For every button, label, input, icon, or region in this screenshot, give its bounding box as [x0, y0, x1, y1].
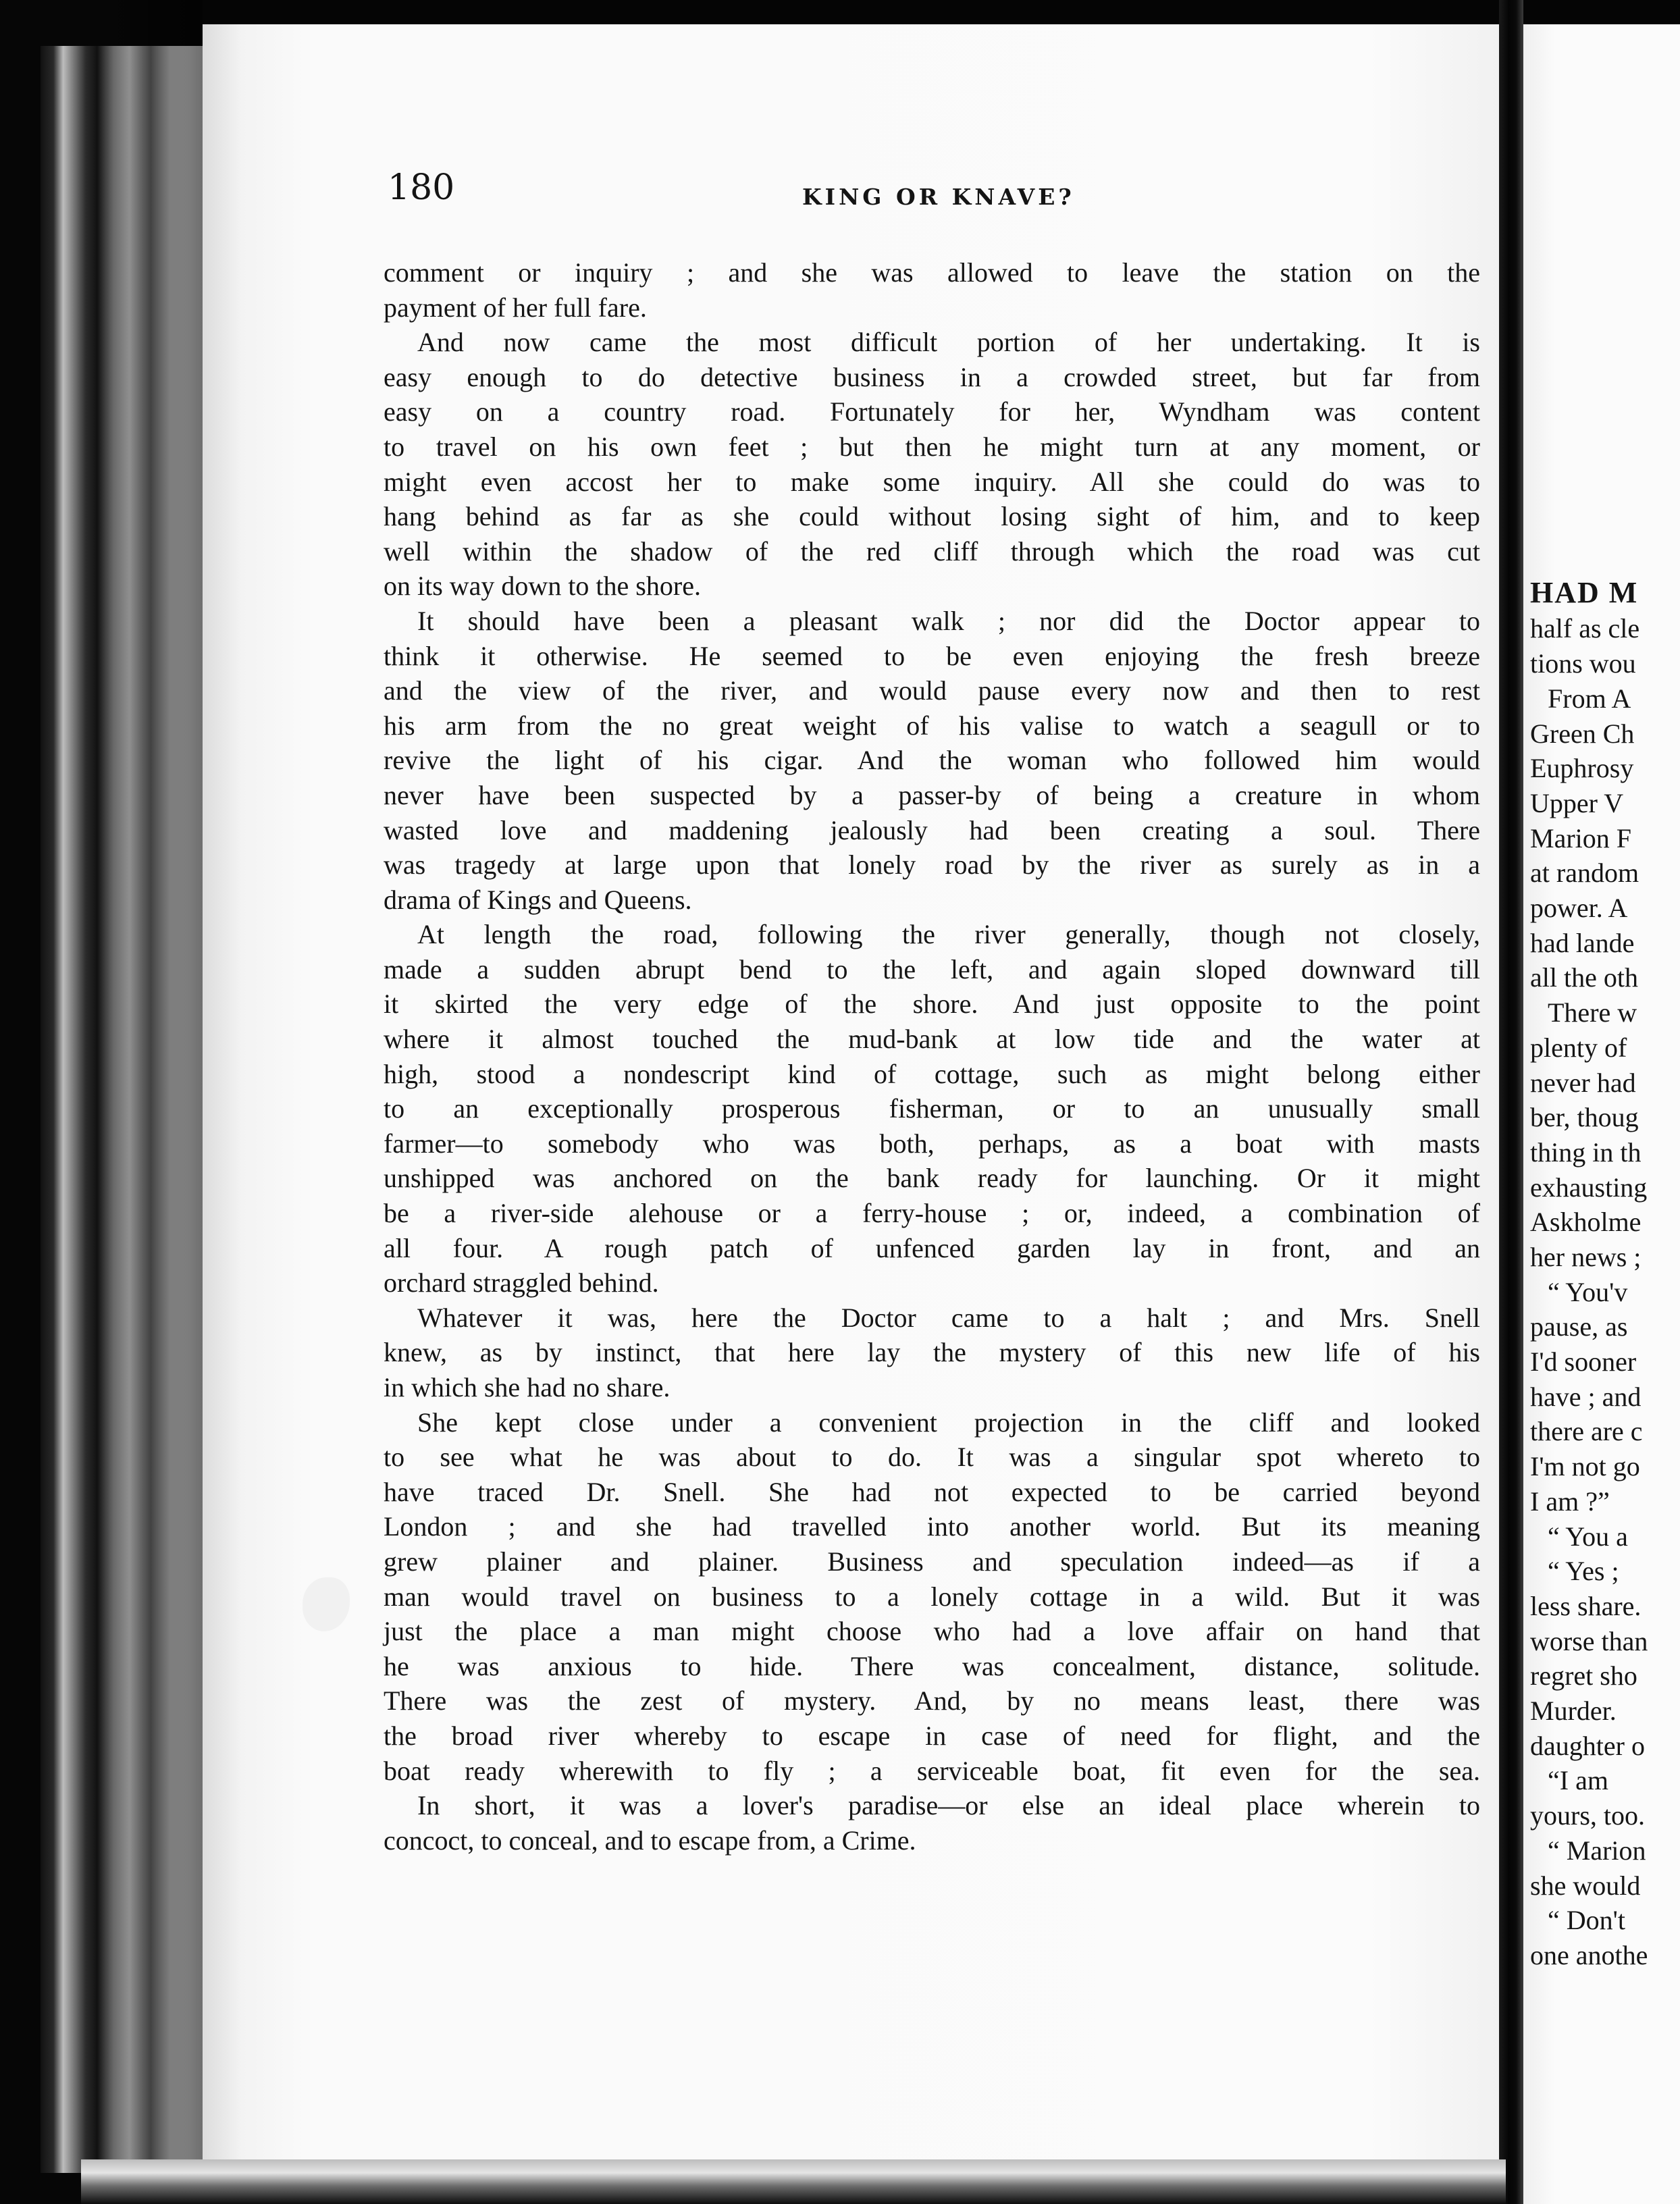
text-line: It should have been a pleasant walk ; nor did the Doctor appear to: [417, 605, 1480, 636]
right-text-line: “I am: [1548, 1765, 1608, 1795]
right-text-line: “ Don't: [1548, 1905, 1625, 1935]
text-line: think it otherwise. He seemed to be even enjoying the fresh breeze: [384, 640, 1480, 671]
right-text-line: plenty of: [1530, 1032, 1627, 1063]
right-text-line: pause, as: [1530, 1311, 1628, 1342]
right-text-line: all the oth: [1530, 962, 1638, 993]
right-text-line: “ Yes ;: [1548, 1556, 1619, 1586]
page-number: 180: [388, 167, 455, 208]
text-line: In short, it was a lover's paradise—or else an ideal place wherein to: [417, 1790, 1480, 1821]
right-text-line: never had: [1530, 1068, 1636, 1098]
text-line: be a river-side alehouse or a ferry-house ; or, indeed, a combination of: [384, 1198, 1480, 1229]
right-text-line: tions wou: [1530, 648, 1636, 679]
binding-shadow: [101, 0, 203, 2204]
right-text-line: ber, thoug: [1530, 1102, 1639, 1132]
text-line: There was the zest of mystery. And, by no means least, there was: [384, 1685, 1480, 1716]
text-line: where it almost touched the mud-bank at low tide and the water at: [384, 1024, 1480, 1055]
right-text-line: there are c: [1530, 1416, 1643, 1446]
text-line: and the view of the river, and would pause every now and then to rest: [384, 675, 1480, 706]
running-title: KING OR KNAVE?: [802, 184, 1075, 210]
right-text-line: daughter o: [1530, 1731, 1645, 1761]
text-line: London ; and she had travelled into another world. But its meaning: [384, 1511, 1480, 1542]
right-text-line: I'm not go: [1530, 1451, 1640, 1481]
right-text-line: one anothe: [1530, 1940, 1648, 1970]
right-text-line: I am ?”: [1530, 1486, 1610, 1517]
text-line: hang behind as far as she could without losing sight of him, and to keep: [384, 501, 1480, 532]
text-line: to an exceptionally prosperous fisherman, or to an unusually small: [384, 1093, 1480, 1124]
text-line: Whatever it was, here the Doctor came to a halt ; and Mrs. Snell: [417, 1302, 1480, 1333]
right-text-line: “ Marion: [1548, 1835, 1646, 1866]
text-line: never have been suspected by a passer-by of being a creature in whom: [384, 779, 1480, 810]
text-line: easy enough to do detective business in a crowded street, but far from: [384, 361, 1480, 392]
book-gutter: [1499, 0, 1523, 2204]
text-line: to see what he was about to do. It was a singular spot whereto to: [384, 1442, 1480, 1473]
text-line: knew, as by instinct, that here lay the mystery of this new life of his: [384, 1337, 1480, 1368]
text-line: She kept close under a convenient projection in the cliff and looked: [417, 1407, 1480, 1438]
text-line: unshipped was anchored on the bank ready for launching. Or it might: [384, 1163, 1480, 1194]
right-text-line: have ; and: [1530, 1382, 1642, 1412]
text-line: concoct, to conceal, and to escape from, a Crime.: [384, 1825, 916, 1856]
text-line: in which she had no share.: [384, 1372, 671, 1402]
text-line: comment or inquiry ; and she was allowed to leave the station on the: [384, 257, 1480, 288]
text-line: high, stood a nondescript kind of cottage, such as might belong either: [384, 1058, 1480, 1089]
text-line: wasted love and maddening jealously had been creating a soul. There: [384, 814, 1480, 845]
text-line: the broad river whereby to escape in case of need for flight, and the: [384, 1720, 1480, 1751]
paper-stain: [303, 1577, 350, 1631]
text-line: his arm from the no great weight of his valise to watch a seagull or to: [384, 710, 1480, 741]
right-text-line: regret sho: [1530, 1660, 1637, 1691]
text-line: made a sudden abrupt bend to the left, and again sloped downward till: [384, 953, 1480, 985]
text-line: boat ready wherewith to fly ; a serviceable boat, fit even for the sea.: [384, 1755, 1480, 1786]
text-line: to travel on his own feet ; but then he might turn at any moment, or: [384, 431, 1480, 462]
scan-top-border: [0, 0, 1680, 24]
right-text-line: at random: [1530, 858, 1639, 888]
right-text-line: her news ;: [1530, 1242, 1642, 1272]
text-line: farmer—to somebody who was both, perhaps, as a boat with masts: [384, 1128, 1480, 1159]
text-line: payment of her full fare.: [384, 292, 647, 323]
right-text-line: “ You a: [1548, 1521, 1628, 1552]
right-text-line: Askholme: [1530, 1207, 1642, 1237]
text-line: it skirted the very edge of the shore. And just opposite to the point: [384, 989, 1480, 1020]
text-line: on its way down to the shore.: [384, 571, 701, 602]
right-text-line: yours, too.: [1530, 1800, 1645, 1831]
right-text-line: HAD M: [1530, 576, 1639, 609]
right-text-line: Upper V: [1530, 788, 1624, 818]
text-line: easy on a country road. Fortunately for her, Wyndham was content: [384, 396, 1480, 427]
right-text-line: From A: [1548, 683, 1631, 714]
text-line: have traced Dr. Snell. She had not expected to be carried beyond: [384, 1476, 1480, 1507]
right-text-line: had lande: [1530, 928, 1635, 958]
text-line: And now came the most difficult portion of her undertaking. It is: [417, 327, 1480, 358]
right-text-line: Euphrosy: [1530, 753, 1634, 783]
right-text-line: half as cle: [1530, 613, 1640, 644]
text-line: was tragedy at large upon that lonely road by the river as surely as in a: [384, 849, 1480, 881]
right-text-line: Green Ch: [1530, 718, 1635, 749]
text-line: orchard straggled behind.: [384, 1267, 659, 1298]
text-line: revive the light of his cigar. And the woman who followed him would: [384, 745, 1480, 776]
text-line: just the place a man might choose who had a love affair on hand that: [384, 1616, 1480, 1647]
right-text-line: I'd sooner: [1530, 1346, 1637, 1377]
body-text: [384, 255, 1480, 1858]
right-text-line: less share.: [1530, 1591, 1642, 1621]
page-bottom-edge: [81, 2159, 1506, 2204]
text-line: grew plainer and plainer. Business and speculation indeed—as if a: [384, 1546, 1480, 1577]
text-line: might even accost her to make some inquiry. All she could do was to: [384, 466, 1480, 497]
right-text-line: Marion F: [1530, 823, 1631, 854]
right-text-line: “ You'v: [1548, 1277, 1628, 1307]
text-line: drama of Kings and Queens.: [384, 884, 692, 915]
right-text-line: exhausting: [1530, 1172, 1648, 1203]
text-line: At length the road, following the river generally, though not closely,: [417, 919, 1480, 950]
right-text-line: power. A: [1530, 893, 1628, 923]
right-text-line: worse than: [1530, 1626, 1648, 1656]
right-text-line: she would: [1530, 1870, 1641, 1901]
text-line: well within the shadow of the red cliff through which the road was cut: [384, 535, 1480, 567]
right-text-line: There w: [1548, 997, 1637, 1028]
text-line: he was anxious to hide. There was concealment, distance, solitude.: [384, 1650, 1480, 1681]
right-text-line: Murder.: [1530, 1696, 1617, 1726]
right-text-line: thing in th: [1530, 1137, 1642, 1167]
text-line: all four. A rough patch of unfenced garden lay in front, and an: [384, 1232, 1480, 1263]
text-line: man would travel on business to a lonely cottage in a wild. But it was: [384, 1581, 1480, 1612]
